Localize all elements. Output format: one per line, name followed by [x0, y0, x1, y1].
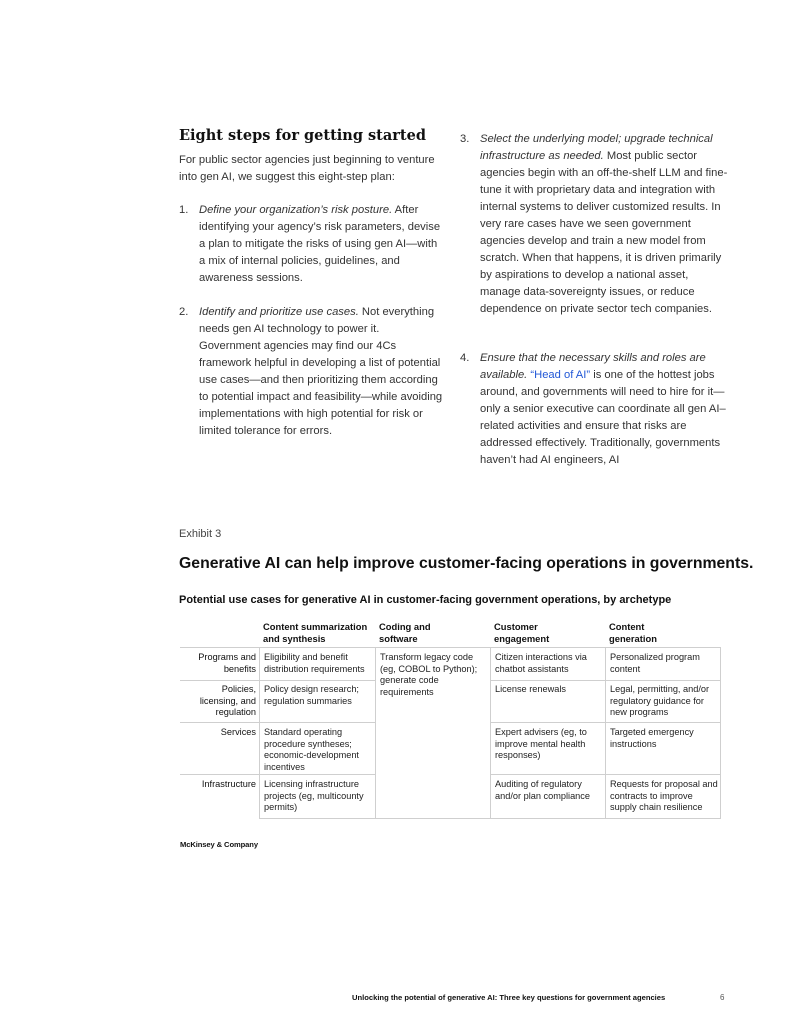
table-cell: Policy design research; regulation summaries [264, 684, 359, 706]
step-number: 2. [179, 306, 189, 318]
table-cell: Auditing of regulatory and/or plan compliance [495, 779, 590, 801]
row-header: Policies, licensing, and regulation [199, 684, 256, 717]
column-header: Customer engagement [494, 621, 550, 644]
footer-title: Unlocking the potential of generative AI: Three key questions for government agencies [352, 993, 666, 1002]
row-divider [180, 647, 721, 648]
table-cell: Targeted emergency instructions [610, 727, 694, 749]
column-header: Coding and software [379, 621, 431, 644]
table-cell: Requests for proposal and contracts to improve supply chain resilience [610, 779, 718, 812]
step-2 [179, 304, 444, 440]
head-of-ai-link[interactable]: “Head of AI” [530, 369, 591, 381]
step-text: is one of the hottest jobs around, and governments will need to hire for it—only a senior executive can coordinate all gen AI–related activities and ensure that risks are addressed effectively. Traditionally, governments haven’t had AI engineers, AI [480, 369, 726, 466]
step-number: 1. [179, 204, 189, 216]
row-header: Services [220, 727, 256, 737]
mckinsey-logo: McKinsey & Company [180, 840, 258, 849]
row-divider [180, 680, 375, 681]
exhibit-title: Generative AI can help improve customer-facing operations in governments. [179, 555, 754, 572]
step-text: Not everything needs gen AI technology to power it. Government agencies may find our 4Cs framework helpful in developing a list of potential use cases—and then prioritizing them according to potential impact and feasibility—while avoiding implementations with high potential for risk or limited tolerance for errors. [199, 306, 443, 437]
step-text: After identifying your agency’s risk parameters, devise a plan to mitigate the risks of using gen AI—with a mix of internal policies, guidelines, and awareness sessions. [199, 204, 441, 284]
step-4 [460, 350, 728, 469]
row-divider [180, 722, 375, 723]
step-title: Identify and prioritize use cases. [199, 306, 359, 318]
step-title: Ensure that the necessary skills and roles are available. [480, 352, 706, 381]
row-header: Infrastructure [201, 779, 256, 789]
exhibit-subtitle: Potential use cases for generative AI in customer-facing government operations, by archetype [179, 594, 672, 606]
page-number: 6 [720, 993, 725, 1002]
step-text: Most public sector agencies begin with an off-the-shelf LLM and fine-tune it with proprietary data and integration with internal systems to deliver customized results. In very rare cases have we seen government agencies develop and train a new model from scratch. When that happens, it is driven primarily by aspirations to develop a national asset, manage data-sovereignty issues, or reduce dependence on private sector tech companies. [480, 150, 728, 315]
column-divider [490, 647, 491, 818]
table-cell: Eligibility and benefit distribution requirements [264, 652, 365, 674]
step-1 [179, 202, 444, 287]
step-number: 3. [460, 133, 470, 145]
column-header: Content generation [609, 621, 657, 644]
table-cell: Standard operating procedure syntheses; economic-development incentives [264, 727, 359, 772]
row-divider [180, 774, 375, 775]
table-cell: License renewals [495, 684, 566, 694]
table-cell: Citizen interactions via chatbot assistants [495, 652, 587, 674]
section-intro: For public sector agencies just beginning to venture into gen AI, we suggest this eight-step plan: [179, 154, 435, 183]
column-divider [605, 647, 606, 818]
step-3 [460, 131, 728, 318]
step-number: 4. [460, 352, 470, 364]
step-title: Select the underlying model; upgrade technical infrastructure as needed. [480, 133, 713, 162]
column-header: Content summarization and synthesis [263, 621, 368, 644]
coding-cell: Transform legacy code (eg, COBOL to Python); generate code requirements [380, 652, 478, 697]
table-cell: Expert advisers (eg, to improve mental health responses) [495, 727, 587, 760]
section-title: Eight steps for getting started [179, 127, 426, 144]
row-header: Programs and benefits [198, 652, 256, 674]
exhibit-label: Exhibit 3 [179, 528, 222, 540]
table-cell: Personalized program content [610, 652, 700, 674]
table-cell: Legal, permitting, and/or regulatory guidance for new programs [610, 684, 710, 717]
column-divider [375, 647, 376, 818]
table-cell: Licensing infrastructure projects (eg, multicounty permits) [264, 779, 364, 812]
column-divider [259, 647, 260, 818]
column-divider [720, 647, 721, 818]
step-title: Define your organization’s risk posture. [199, 204, 393, 216]
row-divider [259, 818, 721, 819]
